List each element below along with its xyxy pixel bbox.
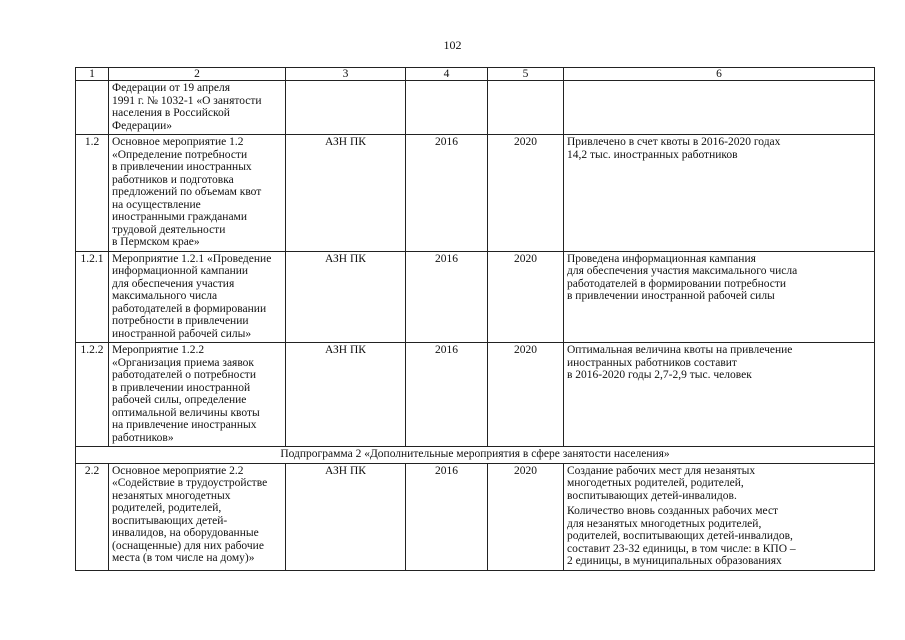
column-number: 5 [488,68,564,81]
start-year [406,81,488,135]
end-year: 2020 [488,343,564,447]
expected-result: Проведена информационная кампания для обеспечения участия максимального числа работодателей в формировании потребности в привлечении иностранной рабочей силы [567,252,798,302]
column-number: 3 [286,68,406,81]
measure-name: Мероприятие 1.2.2 «Организация приема заявок работодателей о потребности в привлечении иностранной рабочей силы, определение оптимальной величины квоты на привлечение иностранных работников» [112,344,260,444]
table-row [76,81,875,135]
executor: АЗН ПК [286,343,406,447]
measure-name: Основное мероприятие 1.2 «Определение потребности в привлечении иностранных работников и подготовка предложений по объемам квот на осуществление иностранными гражданами трудовой деятельности в Пермском крае» [112,136,262,248]
end-year: 2020 [488,463,564,570]
subprogram-title: Подпрограмма 2 «Дополнительные мероприятия в сфере занятости населения» [76,447,875,464]
end-year [488,81,564,135]
item-number: 1.2.1 [76,251,109,343]
measure-name: Федерации от 19 апреля 1991 г. № 1032-1 «О занятости населения в Российской Федерации» [112,82,262,132]
measure-name: Мероприятие 1.2.1 «Проведение информационной кампании для обеспечения участия максимального числа работодателей в формировании потребности в привлечении иностранной рабочей силы» [112,252,272,340]
column-number-row [76,68,875,81]
measure-name: Основное мероприятие 2.2 «Содействие в трудоустройстве незанятых многодетных родителей, родителей, воспитывающих детей- инвалидов, на оборудованные (оснащенные) для них рабочие места (в том числе на дому)» [112,464,268,564]
column-number: 1 [76,68,109,81]
program-table [75,67,875,571]
item-number: 1.2.2 [76,343,109,447]
executor [286,81,406,135]
expected-result: Привлечено в счет квоты в 2016-2020 годах 14,2 тыс. иностранных работников [567,136,781,161]
end-year: 2020 [488,251,564,343]
column-number: 2 [109,68,286,81]
expected-result: Оптимальная величина квоты на привлечение иностранных работников составит в 2016-2020 годы 2,7-2,9 тыс. человек [567,344,793,381]
start-year: 2016 [406,135,488,252]
end-year: 2020 [488,135,564,252]
start-year: 2016 [406,343,488,447]
item-number [76,81,109,135]
page-bottom-margin [0,590,905,640]
item-number: 2.2 [76,463,109,570]
start-year: 2016 [406,463,488,570]
column-number: 6 [564,68,875,81]
executor: АЗН ПК [286,135,406,252]
expected-result: Создание рабочих мест для незанятых многодетных родителей, родителей, воспитывающих детей-инвалидов. [567,464,756,502]
expected-result-continued: Количество вновь созданных рабочих мест для незанятых многодетных родителей, родителей, воспитывающих детей-инвалидов, составит 23-32 единицы, в том числе: в КПО – 2 единицы, в муниципальных образованиях [567,505,796,567]
subprogram-row [76,447,875,464]
column-number: 4 [406,68,488,81]
item-number: 1.2 [76,135,109,252]
table-row [76,463,875,570]
start-year: 2016 [406,251,488,343]
table-row [76,343,875,447]
executor: АЗН ПК [286,463,406,570]
table-row [76,135,875,252]
executor: АЗН ПК [286,251,406,343]
table-row [76,251,875,343]
page-number: 102 [443,38,462,52]
